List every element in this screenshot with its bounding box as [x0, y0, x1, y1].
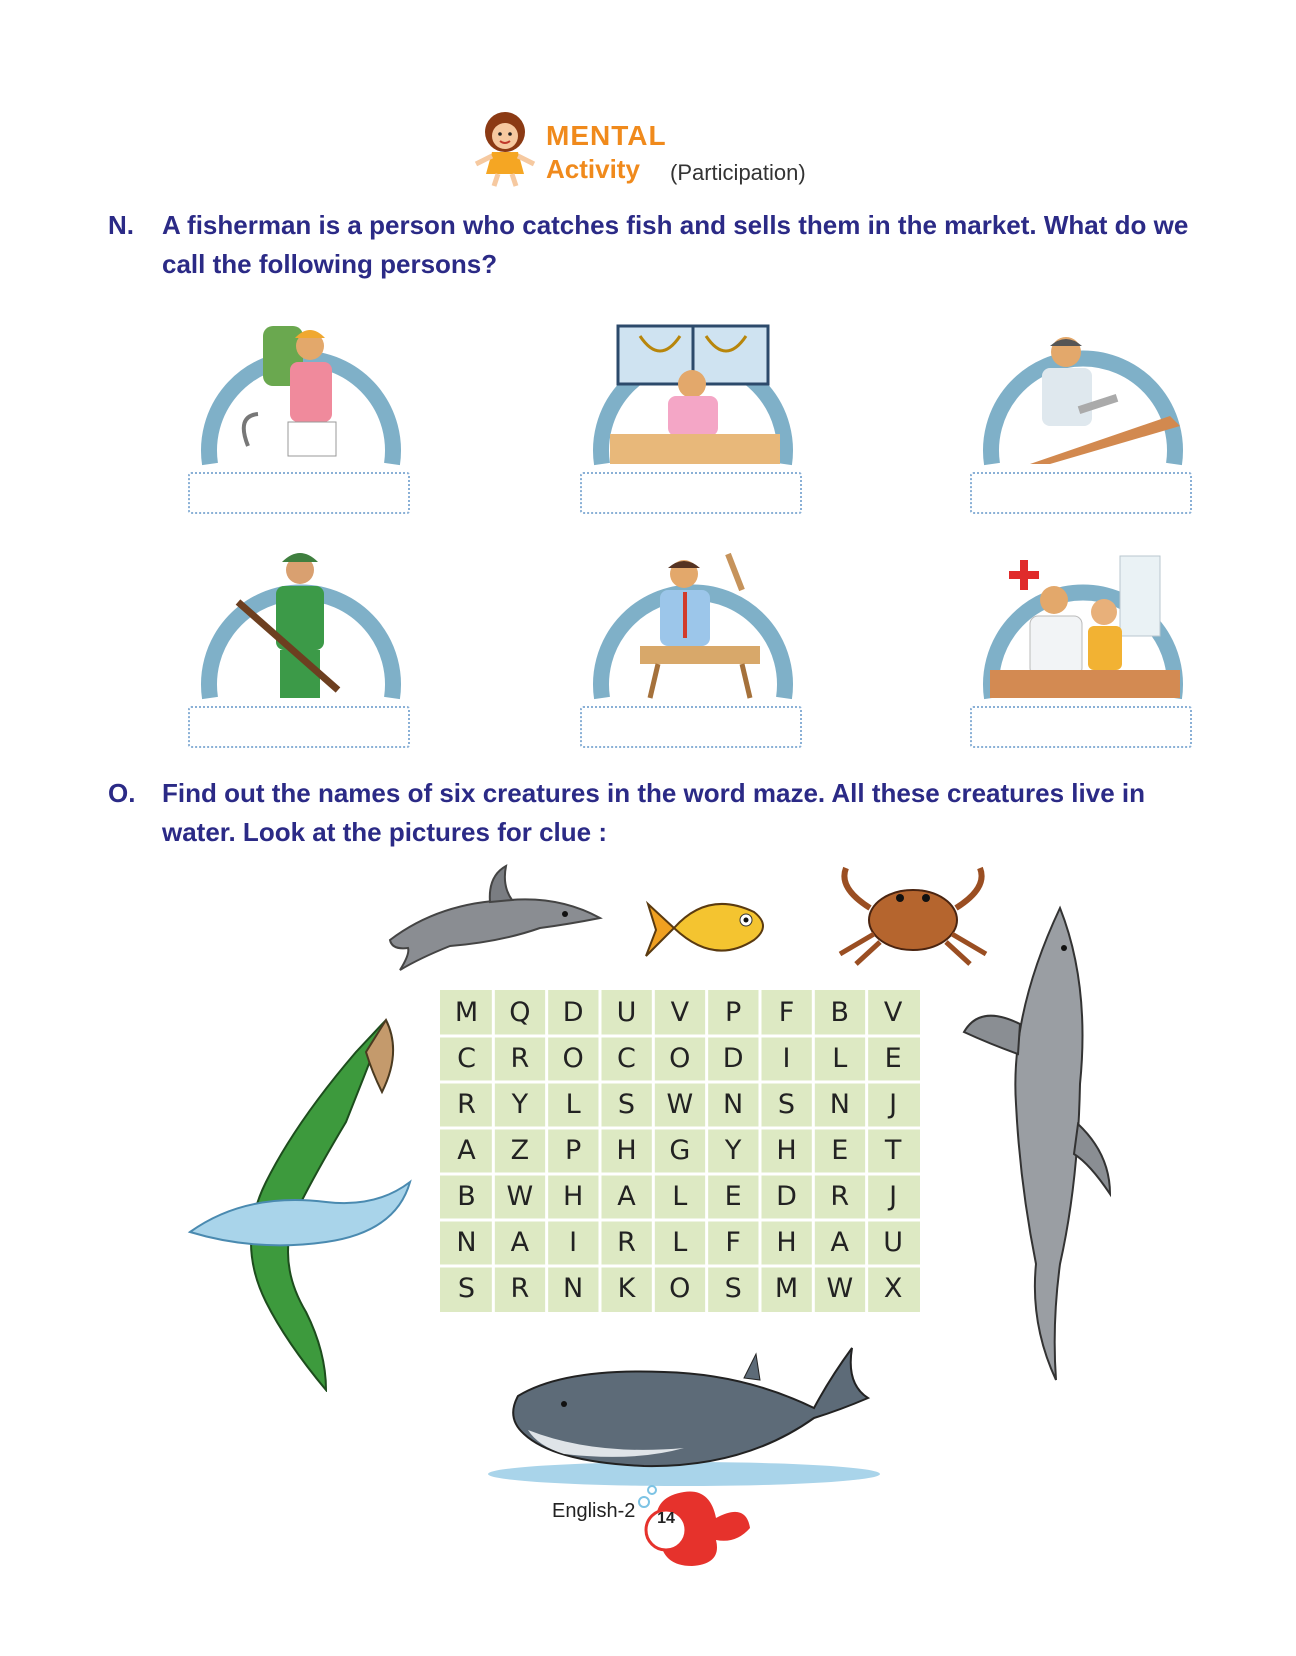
page-number: 14 [657, 1510, 675, 1527]
maze-cell[interactable]: W [666, 1089, 694, 1120]
maze-cell[interactable]: Q [509, 997, 531, 1028]
maze-cell[interactable]: O [669, 1043, 691, 1074]
question-o-text: Find out the names of six creatures in the word maze. All these creatures live in water. Look at the pictures for clue : [162, 778, 1145, 847]
maze-cell[interactable]: H [776, 1135, 797, 1166]
maze-cell[interactable]: B [457, 1181, 476, 1212]
shark-icon [960, 904, 1120, 1384]
answer-box-teacher[interactable] [580, 706, 802, 748]
answer-box-soldier[interactable] [188, 706, 410, 748]
maze-cell[interactable]: L [565, 1089, 581, 1120]
maze-cell[interactable]: X [883, 1273, 903, 1304]
person-card-farmer [188, 296, 418, 526]
book-name: English-2 [552, 1500, 636, 1522]
answer-box-doctor[interactable] [970, 706, 1192, 748]
crocodile-icon [176, 1012, 416, 1392]
soldier-icon [188, 530, 418, 710]
question-n-number: N. [108, 210, 134, 240]
maze-cell[interactable]: K [617, 1273, 636, 1304]
maze-cell[interactable]: R [617, 1227, 636, 1258]
dolphin-icon [380, 862, 610, 972]
maze-cell[interactable]: I [782, 1043, 791, 1074]
maze-cell[interactable]: L [672, 1227, 688, 1258]
maze-cell[interactable]: A [457, 1135, 476, 1166]
maze-cell[interactable]: Y [511, 1089, 529, 1120]
maze-cell[interactable]: F [778, 997, 795, 1028]
maze-cell[interactable]: N [456, 1227, 477, 1258]
maze-cell[interactable]: H [776, 1227, 797, 1258]
maze-cell[interactable]: E [724, 1181, 742, 1212]
maze-cell[interactable]: N [829, 1089, 850, 1120]
maze-cell[interactable]: S [777, 1089, 796, 1120]
maze-cell[interactable]: A [510, 1227, 530, 1258]
maze-cell[interactable]: J [889, 1181, 898, 1212]
maze-cell[interactable]: P [565, 1135, 582, 1166]
question-o-number: O. [108, 778, 136, 808]
header-subtitle: (Participation) [670, 160, 806, 185]
maze-cell[interactable]: V [670, 997, 690, 1028]
maze-cell[interactable]: C [617, 1043, 636, 1074]
maze-cell[interactable]: U [883, 1227, 903, 1258]
answer-box-goldsmith[interactable] [580, 472, 802, 514]
girl-mascot-icon [470, 110, 540, 190]
maze-cell[interactable]: J [889, 1089, 898, 1120]
question-n-text: A fisherman is a person who catches fish and sells them in the market. What do we call the following persons? [162, 210, 1189, 279]
person-card-doctor [970, 530, 1200, 760]
page-footer [552, 1478, 772, 1568]
doctor-icon [970, 530, 1200, 710]
whale-icon [484, 1338, 884, 1488]
maze-cell[interactable]: S [724, 1273, 742, 1304]
word-maze [440, 990, 920, 1312]
farmer-icon [188, 296, 418, 476]
person-card-carpenter [970, 296, 1200, 526]
person-card-goldsmith [580, 296, 810, 526]
maze-cell[interactable]: B [830, 997, 850, 1028]
maze-cell[interactable]: A [830, 1227, 850, 1258]
mental-activity-header [470, 110, 850, 190]
maze-cell[interactable]: A [617, 1181, 636, 1212]
maze-cell[interactable]: R [510, 1273, 530, 1304]
maze-cell[interactable]: W [826, 1273, 854, 1304]
maze-cell[interactable]: D [776, 1181, 797, 1212]
teacher-icon [580, 530, 810, 710]
goldsmith-icon [580, 296, 810, 476]
maze-cell[interactable]: R [510, 1043, 530, 1074]
maze-cell[interactable]: H [616, 1135, 637, 1166]
maze-cell[interactable]: I [569, 1227, 578, 1258]
maze-cell[interactable]: Z [510, 1135, 530, 1166]
maze-cell[interactable]: R [457, 1089, 476, 1120]
maze-cell[interactable]: U [616, 997, 637, 1028]
question-n [108, 206, 1208, 284]
maze-cell[interactable]: D [562, 997, 584, 1028]
maze-cell[interactable]: S [617, 1089, 636, 1120]
maze-cell[interactable]: E [884, 1043, 902, 1074]
maze-cell[interactable]: E [831, 1135, 849, 1166]
maze-cell[interactable]: Y [724, 1135, 742, 1166]
maze-cell[interactable]: P [724, 997, 742, 1028]
maze-cell[interactable]: G [669, 1135, 691, 1166]
maze-cell[interactable]: V [883, 997, 903, 1028]
maze-cell[interactable]: O [562, 1043, 584, 1074]
maze-cell[interactable]: L [832, 1043, 848, 1074]
maze-cell[interactable]: R [830, 1181, 850, 1212]
answer-box-farmer[interactable] [188, 472, 410, 514]
header-title-activity: Activity [546, 154, 640, 184]
maze-cell[interactable]: W [506, 1181, 534, 1212]
maze-cell[interactable]: N [563, 1273, 584, 1304]
maze-cell[interactable]: D [722, 1043, 744, 1074]
maze-cell[interactable]: N [723, 1089, 744, 1120]
maze-cell[interactable]: T [884, 1135, 902, 1166]
person-card-soldier [188, 530, 418, 760]
header-title-mental: MENTAL [546, 120, 667, 151]
maze-cell[interactable]: H [563, 1181, 584, 1212]
maze-cell[interactable]: M [774, 1273, 799, 1304]
maze-cell[interactable]: S [457, 1273, 476, 1304]
question-o [108, 774, 1208, 852]
maze-cell[interactable]: L [672, 1181, 688, 1212]
maze-cell[interactable]: O [669, 1273, 691, 1304]
person-card-teacher [580, 530, 810, 760]
carpenter-icon [970, 296, 1200, 476]
maze-cell[interactable]: C [457, 1043, 476, 1074]
maze-cell[interactable]: F [725, 1227, 741, 1258]
maze-cell[interactable]: M [454, 997, 479, 1028]
answer-box-carpenter[interactable] [970, 472, 1192, 514]
fish-icon [644, 882, 774, 972]
